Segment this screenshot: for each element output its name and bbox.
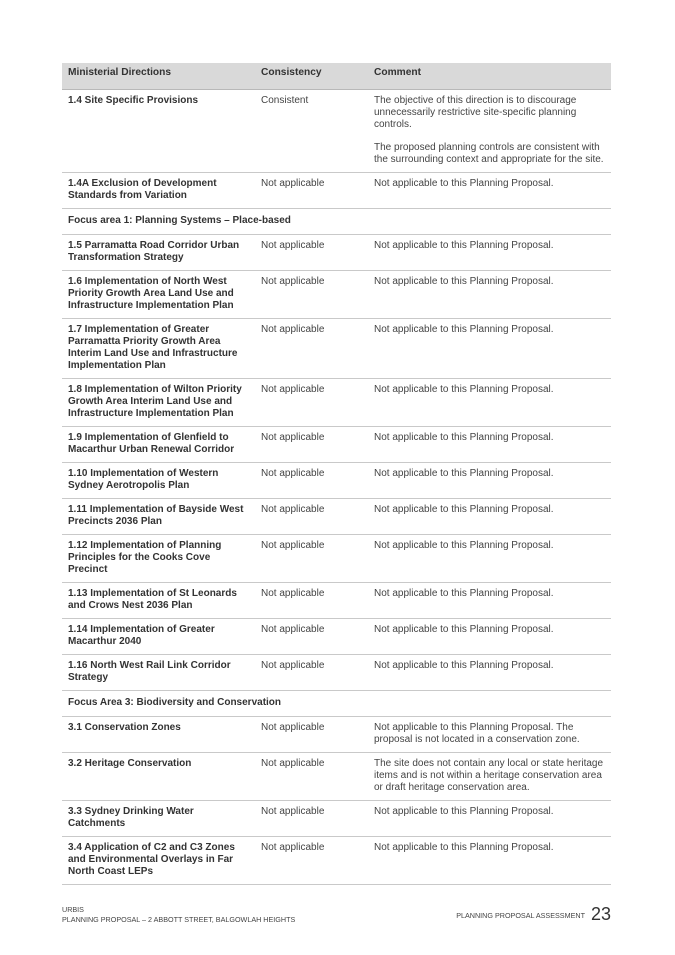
footer-right — [456, 905, 611, 923]
comment-cell: Not applicable to this Planning Proposal. — [374, 624, 554, 635]
direction-cell: 3.1 Conservation Zones — [68, 722, 181, 733]
direction-cell: 1.13 Implementation of St Leonards and Crows Nest 2036 Plan — [68, 588, 237, 611]
consistency-cell: Not applicable — [261, 758, 325, 769]
table-row — [62, 499, 611, 535]
consistency-cell: Not applicable — [261, 504, 325, 515]
table-row — [62, 801, 611, 837]
comment-paragraph: The proposed planning controls are consistent with the surrounding context and appropriate for the site. — [374, 142, 604, 165]
table-row — [62, 655, 611, 691]
comment-paragraph: The objective of this direction is to discourage unnecessarily restrictive site-specific planning controls. — [374, 95, 577, 130]
footer-section-label: PLANNING PROPOSAL ASSESSMENT — [456, 911, 585, 920]
focus-1-rows — [62, 235, 611, 691]
table-row — [62, 463, 611, 499]
footer-left — [62, 905, 295, 925]
consistency-cell: Not applicable — [261, 432, 325, 443]
table-row — [62, 271, 611, 319]
table-row — [62, 837, 611, 885]
consistency-cell: Not applicable — [261, 660, 325, 671]
header-comment: Comment — [374, 67, 421, 78]
table-row — [62, 90, 611, 173]
comment-cell: Not applicable to this Planning Proposal. — [374, 468, 554, 479]
comment-cell: Not applicable to this Planning Proposal. — [374, 504, 554, 515]
consistency-cell: Not applicable — [261, 806, 325, 817]
comment-cell: Not applicable to this Planning Proposal. — [374, 660, 554, 671]
consistency-cell: Not applicable — [261, 384, 325, 395]
table-row — [62, 379, 611, 427]
consistency-cell: Not applicable — [261, 468, 325, 479]
table-row — [62, 319, 611, 379]
table-row — [62, 583, 611, 619]
table-header-row — [62, 63, 611, 90]
comment-cell: Not applicable to this Planning Proposal. — [374, 324, 554, 335]
consistency-cell: Consistent — [261, 95, 309, 106]
table-row — [62, 717, 611, 753]
table-row — [62, 619, 611, 655]
direction-cell: 1.11 Implementation of Bayside West Precincts 2036 Plan — [68, 504, 244, 527]
direction-cell: 1.7 Implementation of Greater Parramatta Priority Growth Area Interim Land Use and Infrastructure Implementation Plan — [68, 324, 238, 371]
comment-cell: Not applicable to this Planning Proposal. — [374, 276, 554, 287]
direction-cell: 1.4A Exclusion of Development Standards from Variation — [68, 178, 217, 201]
direction-cell: 3.3 Sydney Drinking Water Catchments — [68, 806, 194, 829]
comment-cell: Not applicable to this Planning Proposal. — [374, 178, 554, 189]
comment-cell: Not applicable to this Planning Proposal. — [374, 240, 554, 251]
direction-cell: 1.12 Implementation of Planning Principles for the Cooks Cove Precinct — [68, 540, 222, 575]
direction-cell: 1.9 Implementation of Glenfield to Macarthur Urban Renewal Corridor — [68, 432, 235, 455]
comment-cell: Not applicable to this Planning Proposal. The proposal is not located in a conservation zone. — [374, 722, 580, 745]
footer-company: URBIS — [62, 905, 84, 914]
consistency-cell: Not applicable — [261, 276, 325, 287]
direction-cell: 1.4 Site Specific Provisions — [68, 95, 199, 106]
consistency-cell: Not applicable — [261, 842, 325, 853]
section-heading-focus-1: Focus area 1: Planning Systems – Place-based — [68, 215, 291, 226]
direction-cell: 3.4 Application of C2 and C3 Zones and Environmental Overlays in Far North Coast LEPs — [68, 842, 235, 877]
focus-3-rows — [62, 717, 611, 885]
direction-cell: 1.10 Implementation of Western Sydney Aerotropolis Plan — [68, 468, 219, 491]
direction-cell: 3.2 Heritage Conservation — [68, 758, 192, 769]
section-heading-focus-3: Focus Area 3: Biodiversity and Conservation — [68, 697, 282, 708]
section-row — [62, 209, 611, 235]
direction-cell: 1.16 North West Rail Link Corridor Strategy — [68, 660, 231, 683]
consistency-cell: Not applicable — [261, 588, 325, 599]
consistency-cell: Not applicable — [261, 240, 325, 251]
direction-cell: 1.14 Implementation of Greater Macarthur 2040 — [68, 624, 215, 647]
comment-cell — [368, 90, 611, 172]
comment-cell: The site does not contain any local or state heritage items and is not within a heritage conservation area or draft heritage conservation area. — [374, 758, 604, 793]
comment-cell: Not applicable to this Planning Proposal. — [374, 540, 554, 551]
comment-cell: Not applicable to this Planning Proposal. — [374, 384, 554, 395]
comment-cell: Not applicable to this Planning Proposal. — [374, 588, 554, 599]
consistency-cell: Not applicable — [261, 624, 325, 635]
direction-cell: 1.5 Parramatta Road Corridor Urban Transformation Strategy — [68, 240, 240, 263]
table-row — [62, 235, 611, 271]
direction-cell: 1.8 Implementation of Wilton Priority Growth Area Interim Land Use and Infrastructure Implementation Plan — [68, 384, 242, 419]
table-row — [62, 753, 611, 801]
header-consistency: Consistency — [261, 67, 322, 78]
footer-document-title: PLANNING PROPOSAL – 2 ABBOTT STREET, BALGOWLAH HEIGHTS — [62, 915, 296, 924]
section-row — [62, 691, 611, 717]
consistency-cell: Not applicable — [261, 540, 325, 551]
comment-cell: Not applicable to this Planning Proposal. — [374, 806, 554, 817]
direction-cell: 1.6 Implementation of North West Priority Growth Area Land Use and Infrastructure Implementation Plan — [68, 276, 234, 311]
consistency-cell: Not applicable — [261, 722, 325, 733]
consistency-cell: Not applicable — [261, 324, 325, 335]
table-row — [62, 173, 611, 209]
comment-cell: Not applicable to this Planning Proposal. — [374, 842, 554, 853]
consistency-cell: Not applicable — [261, 178, 325, 189]
header-directions: Ministerial Directions — [68, 67, 172, 78]
table-row — [62, 535, 611, 583]
page-number: 23 — [590, 904, 611, 924]
comment-cell: Not applicable to this Planning Proposal. — [374, 432, 554, 443]
ministerial-directions-table — [62, 63, 611, 885]
table-row — [62, 427, 611, 463]
